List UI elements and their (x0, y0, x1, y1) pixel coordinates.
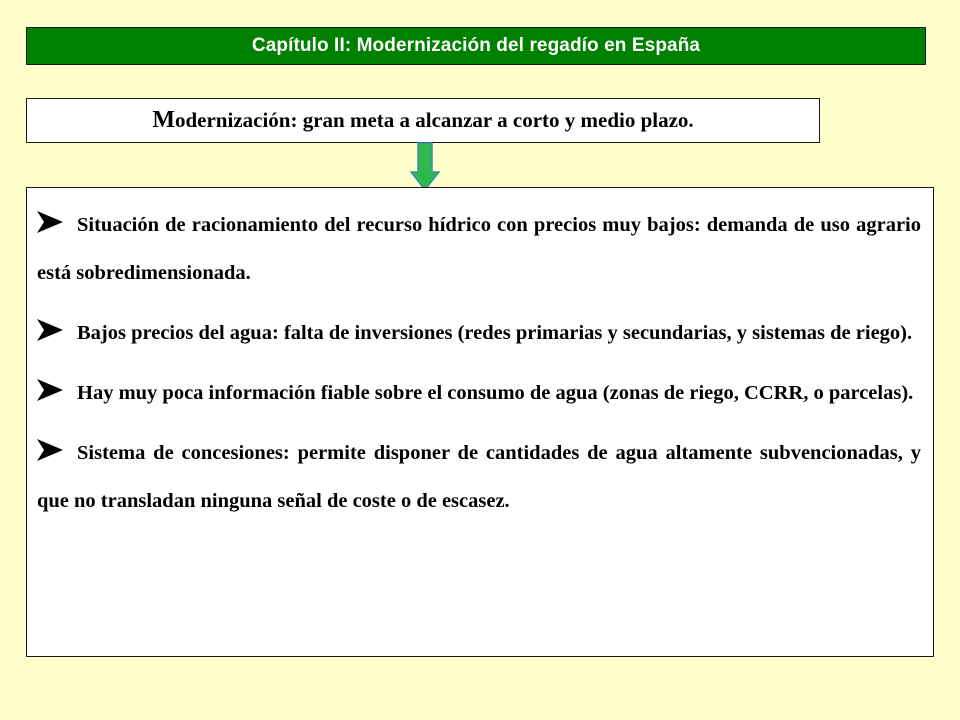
bullet-text: Hay muy poca información fiable sobre el consumo de agua (zonas de riego, CCRR, o parcelas). (77, 382, 914, 404)
content-box (26, 187, 934, 657)
chapter-title-bar (26, 27, 926, 65)
bullet-text: Situación de racionamiento del recurso hídrico con precios muy bajos: demanda de uso agrario está sobredimensionada. (37, 214, 921, 284)
subtitle-initial: M (152, 107, 175, 133)
subtitle-rest: odernización: gran meta a alcanzar a corto y medio plazo. (174, 108, 694, 132)
bullet-item (37, 429, 921, 525)
bullet-text: Bajos precios del agua: falta de inversiones (redes primarias y secundarias, y sistemas de riego). (77, 322, 913, 344)
arrow-bullet-icon (37, 211, 63, 233)
chapter-title: Capítulo II: Modernización del regadío en España (251, 35, 701, 56)
bullet-item (37, 309, 921, 357)
arrow-bullet-icon (37, 379, 63, 401)
bullet-item (37, 201, 921, 297)
bullet-text: Sistema de concesiones: permite disponer de cantidades de agua altamente subvencionadas, y que no transladan ninguna señal de coste o de escasez. (37, 442, 921, 512)
down-arrow-icon (410, 142, 440, 192)
bullet-item (37, 369, 921, 417)
subtitle (152, 107, 693, 134)
arrow-bullet-icon (37, 439, 63, 461)
subtitle-box (26, 98, 820, 143)
arrow-bullet-icon (37, 319, 63, 341)
